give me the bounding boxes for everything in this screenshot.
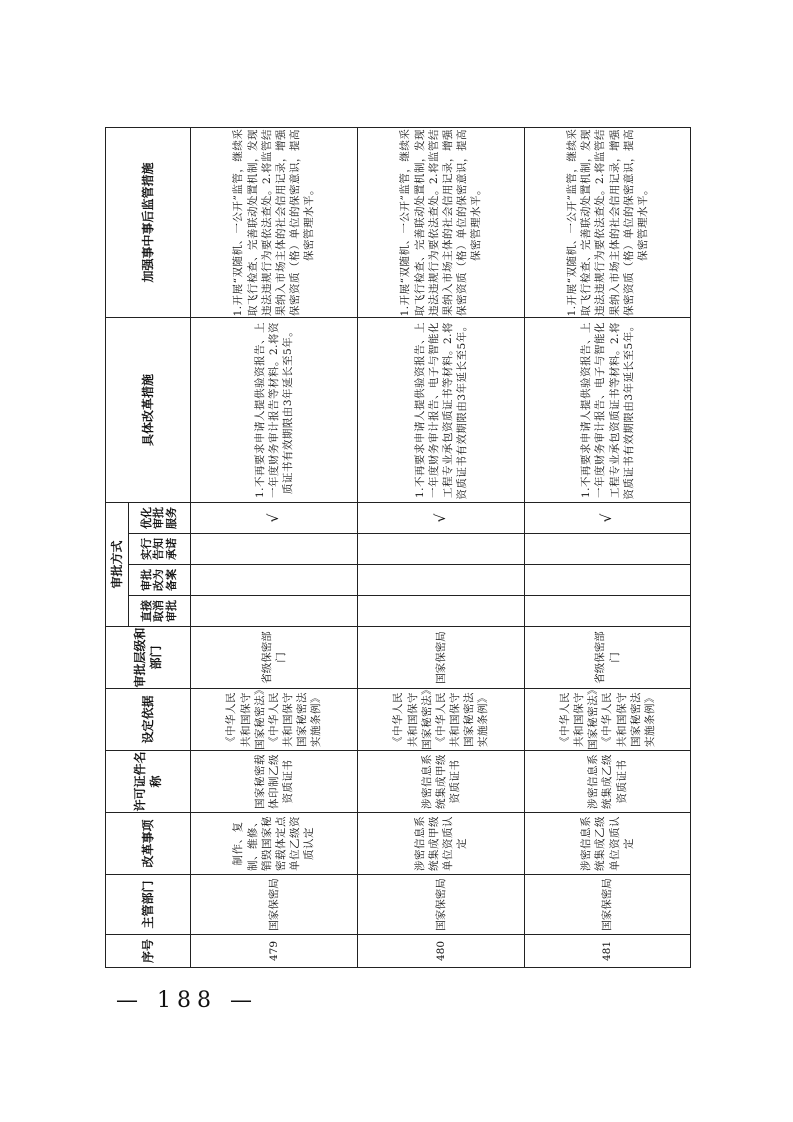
- header-supervision: 加强事中事后监管措施: [106, 127, 191, 317]
- header-method-record: 审批改为备案: [129, 565, 191, 596]
- table-row: [525, 127, 691, 967]
- header-method-cancel: 直接取消审批: [129, 596, 191, 627]
- cell-reform: 1.不再要求申请人提供验资报告、上一年度财务审计报告、电子与智能化工程专业承包资质证书等材料。2.将资质证书有效期限由3年延长至5年。: [525, 317, 691, 502]
- cell-method-optimize: √: [358, 502, 525, 533]
- header-item: 改革事项: [106, 813, 191, 875]
- cell-method-record: [358, 565, 525, 596]
- table-row: [191, 127, 358, 967]
- header-dept: 主管部门: [106, 875, 191, 935]
- cell-item: 涉密信息系统集成乙级单位资质认定: [525, 813, 691, 875]
- cell-method-notify: [358, 534, 525, 565]
- cell-method-record: [191, 565, 358, 596]
- cell-reform: 1.不再要求申请人提供验资报告、上一年度财务审计报告、电子与智能化工程专业承包资质证书等材料。2.将资质证书有效期限由3年延长至5年。: [358, 317, 525, 502]
- cell-item: 制作、复制、维修、销毁国家秘密载体定点单位乙级资质认定: [191, 813, 358, 875]
- cell-method-optimize: √: [191, 502, 358, 533]
- cell-method-cancel: [191, 596, 358, 627]
- header-row: [106, 127, 129, 967]
- page-number: — 188 —: [116, 988, 258, 1013]
- rotated-table-wrapper: [105, 128, 691, 968]
- cell-seq: 480: [358, 935, 525, 968]
- cell-level: 省级保密部门: [191, 627, 358, 689]
- cell-level: 国家保密局: [358, 627, 525, 689]
- cell-dept: 国家保密局: [191, 875, 358, 935]
- header-method-optimize: 优化审批服务: [129, 502, 191, 533]
- cell-level: 省级保密部门: [525, 627, 691, 689]
- cell-license: 涉密信息系统集成甲级资质证书: [358, 751, 525, 813]
- cell-supervision: 1.开展“双随机、一公开”监管，继续采取飞行检查、完善联动处置机制，发现违法违规行为要依法查处。2.将监管结果纳入市场主体的社会信用记录，增强保密资质（格）单位的保密意识，提高保密管理水平。: [191, 127, 358, 317]
- cell-supervision: 1.开展“双随机、一公开”监管，继续采取飞行检查、完善联动处置机制，发现违法违规行为要依法查处。2.将监管结果纳入市场主体的社会信用记录，增强保密资质（格）单位的保密意识，提高保密管理水平。: [525, 127, 691, 317]
- header-seq: 序号: [106, 935, 191, 968]
- cell-method-notify: [525, 534, 691, 565]
- cell-basis: 《中华人民共和国保守国家秘密法》《中华人民共和国保守国家秘密法实施条例》: [525, 689, 691, 751]
- cell-method-cancel: [358, 596, 525, 627]
- cell-supervision: 1.开展“双随机、一公开”监管，继续采取飞行检查、完善联动处置机制，发现违法违规行为要依法查处。2.将监管结果纳入市场主体的社会信用记录，增强保密资质（格）单位的保密意识，提高保密管理水平。: [358, 127, 525, 317]
- cell-dept: 国家保密局: [525, 875, 691, 935]
- cell-seq: 481: [525, 935, 691, 968]
- header-license: 许可证件名称: [106, 751, 191, 813]
- header-level: 审批层级和部门: [106, 627, 191, 689]
- cell-method-cancel: [525, 596, 691, 627]
- cell-license: 涉密信息系统集成乙级资质证书: [525, 751, 691, 813]
- cell-reform: 1.不再要求申请人提供验资报告、上一年度财务审计报告等材料。2.将资质证书有效期限由3年延长至5年。: [191, 317, 358, 502]
- reform-table: [105, 127, 691, 968]
- cell-item: 涉密信息系统集成甲级单位资质认定: [358, 813, 525, 875]
- header-basis: 设定依据: [106, 689, 191, 751]
- header-method: 审批方式: [106, 502, 129, 626]
- cell-license: 国家秘密载体印制乙级资质证书: [191, 751, 358, 813]
- cell-basis: 《中华人民共和国保守国家秘密法》《中华人民共和国保守国家秘密法实施条例》: [358, 689, 525, 751]
- cell-dept: 国家保密局: [358, 875, 525, 935]
- table-row: [358, 127, 525, 967]
- cell-seq: 479: [191, 935, 358, 968]
- cell-basis: 《中华人民共和国保守国家秘密法》《中华人民共和国保守国家秘密法实施条例》: [191, 689, 358, 751]
- cell-method-optimize: √: [525, 502, 691, 533]
- cell-method-record: [525, 565, 691, 596]
- header-reform: 具体改革措施: [106, 317, 191, 502]
- cell-method-notify: [191, 534, 358, 565]
- header-method-notify: 实行告知承诺: [129, 534, 191, 565]
